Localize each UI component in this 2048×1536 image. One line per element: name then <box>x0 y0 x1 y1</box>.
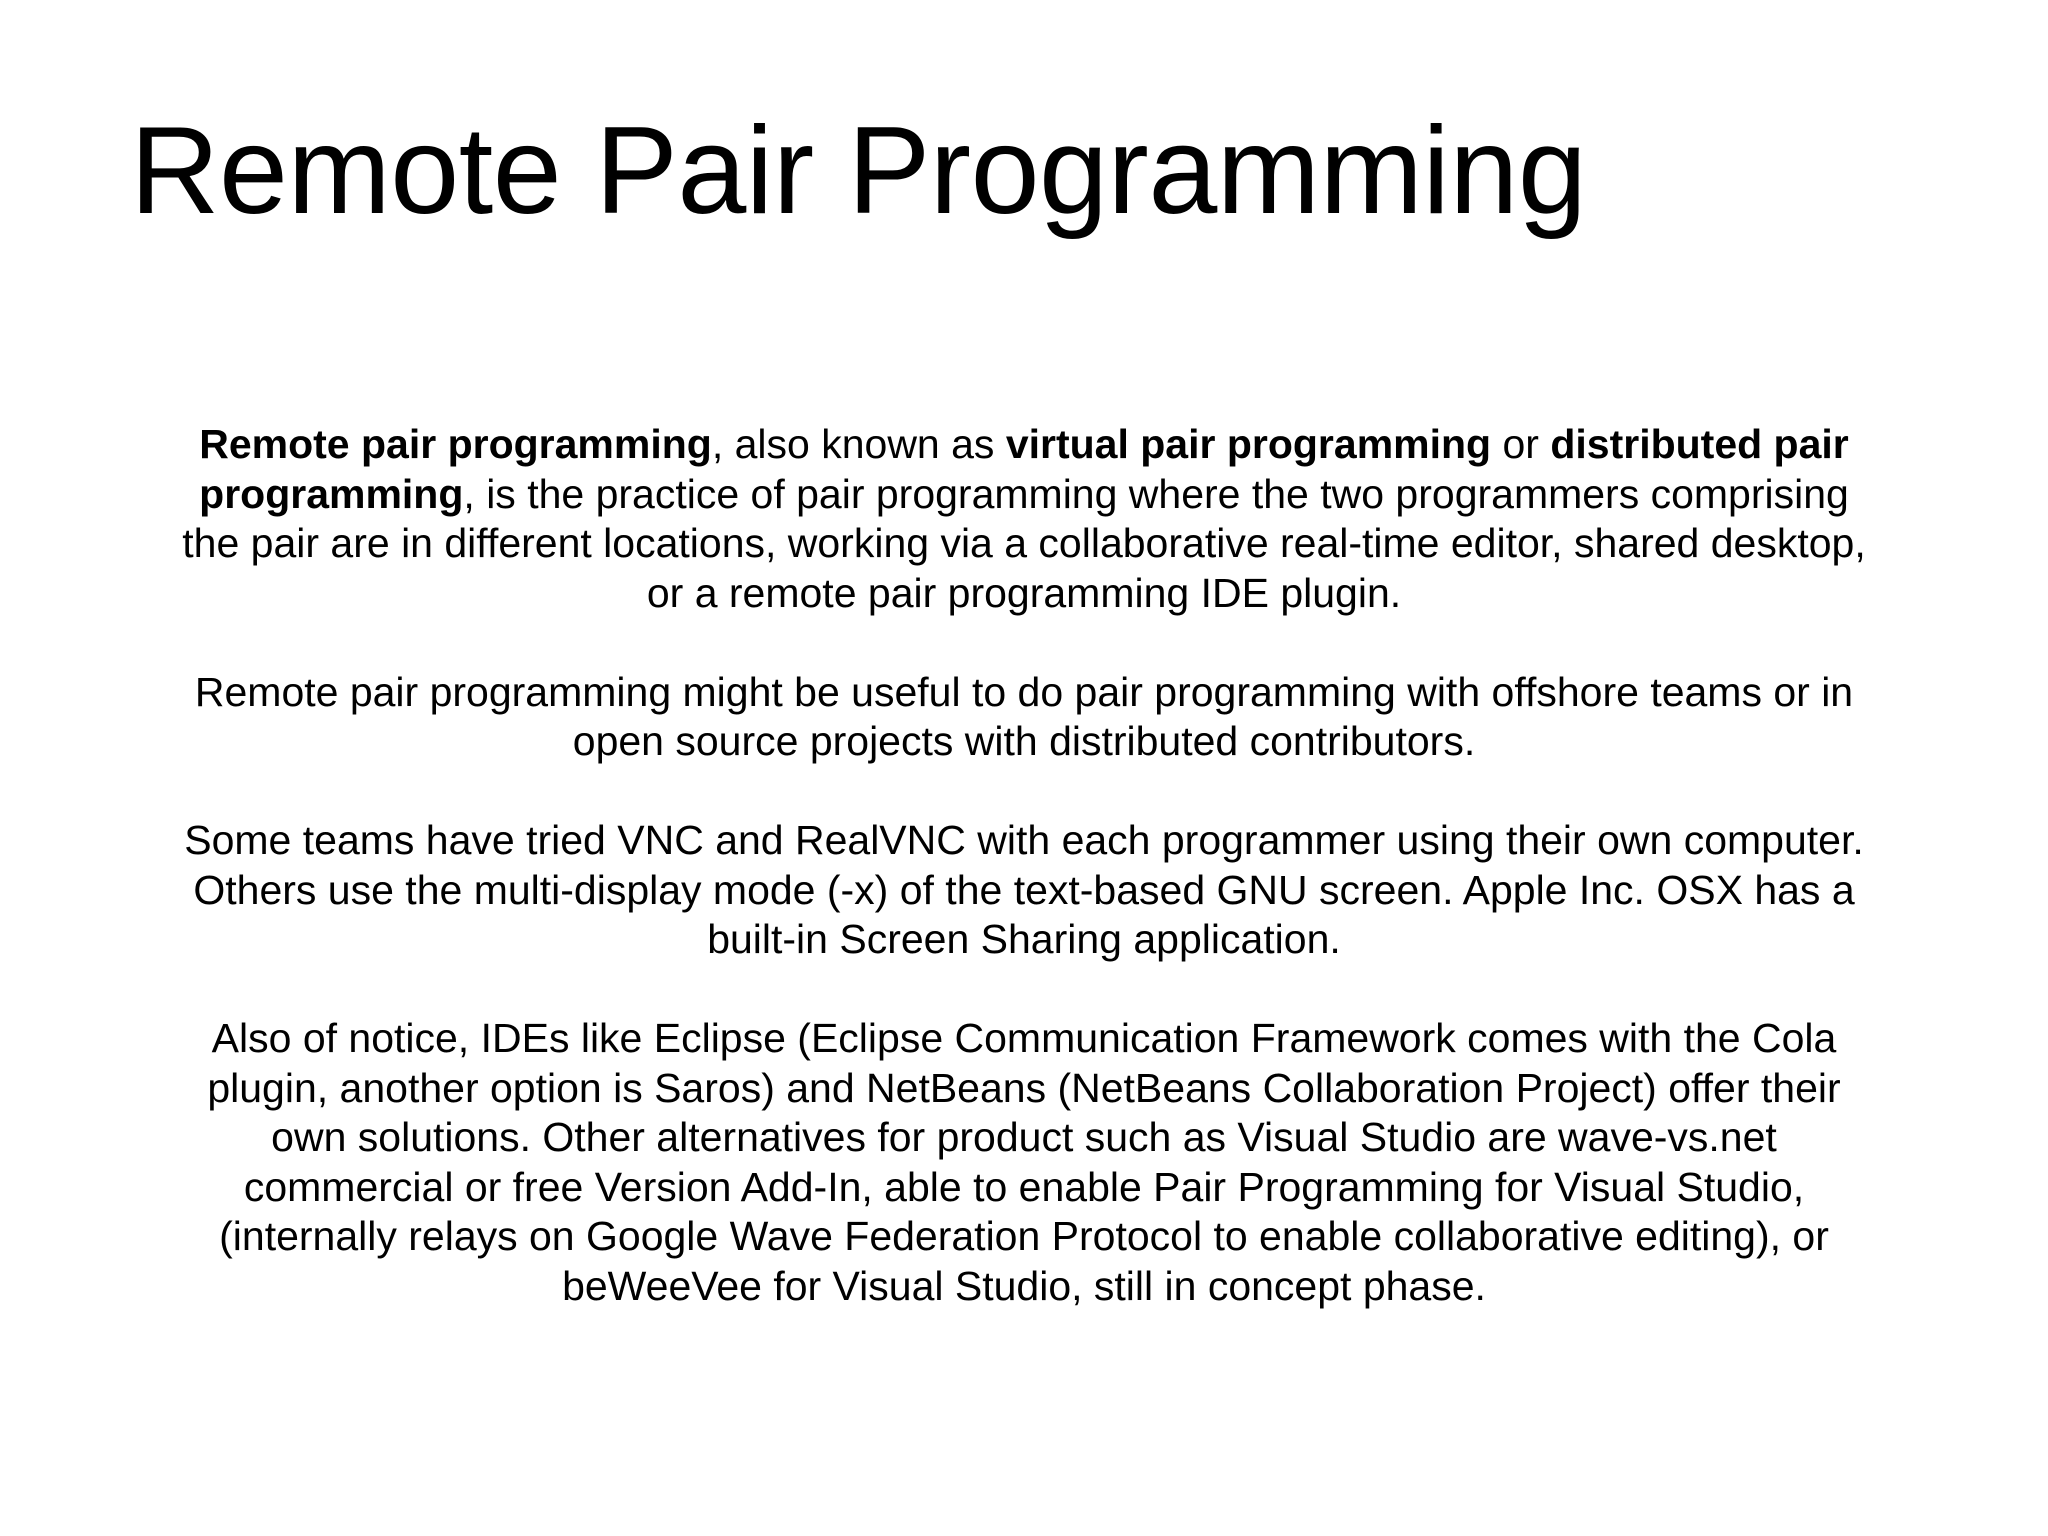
paragraph-tools: Some teams have tried VNC and RealVNC with each programmer using their own computer. Others use the multi-display mode (-x) of the text-based GNU screen. Apple Inc. OSX has a built-in Screen Sharing application. <box>184 817 1864 962</box>
paragraph-text: , is the practice of pair programming where the two programmers comprising the pair are in different locations, working via a collaborative real-time editor, shared desktop, or a remote pair programming IDE plugin. <box>182 470 1866 616</box>
slide-title: Remote Pair Programming <box>130 102 1587 240</box>
paragraph-ides: Also of notice, IDEs like Eclipse (Eclipse Communication Framework comes with the Cola plugin, another option is Saros) and NetBeans (NetBeans Collaboration Project) offer their own solutions. Other alternatives for product such as Visual Studio are wave-vs.net commercial or free Version Add-In, able to enable Pair Programming for Visual Studio, (internally relays on Google Wave Federation Protocol to enable collaborative editing), or beWeeVee for Visual Studio, still in concept phase. <box>207 1015 1841 1309</box>
slide-body <box>170 420 1878 1311</box>
term-distributed-pair-programming: distributed pair programming <box>199 421 1849 517</box>
term-remote-pair-programming: Remote pair programming <box>199 421 712 467</box>
paragraph-text: or <box>1491 421 1551 467</box>
paragraph-usefulness: Remote pair programming might be useful to do pair programming with offshore teams or in open source projects with distributed contributors. <box>194 668 1854 764</box>
paragraph-definition <box>170 420 1878 618</box>
term-virtual-pair-programming: virtual pair programming <box>1005 421 1492 467</box>
paragraph-text: , also known as <box>711 421 1006 467</box>
